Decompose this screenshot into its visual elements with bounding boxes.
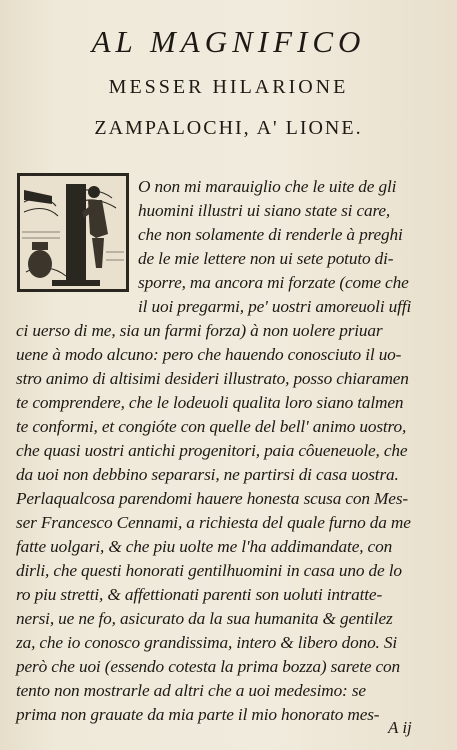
body-text-line: il uoi pregarmi, pe' uostri amoreuoli uffi: [138, 297, 412, 316]
body-text-line: dirli, che questi honorati gentilhuomini in casa uno de lo: [16, 561, 402, 580]
body-text-line: huomini illustri ui siano state si care,: [138, 201, 391, 220]
dedication-title: AL MAGNIFICO: [91, 24, 366, 59]
body-text-line: prima non grauate da mia parte il mio honorato mes-: [16, 705, 380, 724]
dedication-recipient-place: ZAMPALOCHI, A' LIONE.: [94, 117, 363, 139]
body-text-line: sporre, ma ancora mi forzate (come che: [138, 273, 409, 292]
body-text-line: Perlaqualcosa parendomi hauere honesta scusa con Mes-: [16, 489, 409, 508]
signature-mark: A ij: [388, 718, 412, 737]
body-text-line: che non solamente di renderle à preghi: [138, 225, 403, 244]
body-text-line: ci uerso di me, sia un farmi forza) à non uolere priuar: [16, 321, 383, 340]
body-text-line: O non mi marauiglio che le uite de gli: [138, 177, 397, 196]
body-text-line: za, che io conosco grandissima, intero & libero dono. Si: [16, 633, 398, 652]
body-text-line: da uoi non debbino separarsi, ne partirsi di casa uostra.: [16, 465, 399, 484]
body-text-line: de le mie lettere non ui sete potuto di-: [138, 249, 394, 268]
body-text-line: che quasi uostri antichi progenitori, paia côueneuole, che: [16, 441, 408, 460]
body-text-line: nersi, ue ne fo, asicurato da la sua humanita & gentilez: [16, 609, 393, 628]
body-text-line: ro piu stretti, & affettionati parenti son uoluti intratte-: [16, 585, 383, 604]
body-text-line: però che uoi (essendo cotesta la prima bozza) sarete con: [16, 657, 401, 676]
dedication-recipient: MESSER HILARIONE: [108, 76, 349, 98]
body-text-line: ser Francesco Cennami, a richiesta del quale furno da me: [16, 513, 411, 532]
decorated-initial-letter-image: [16, 172, 130, 293]
body-text-line: uene à modo alcuno: pero che hauendo conosciuto il uo-: [16, 345, 402, 364]
body-text-line: tento non mostrarle ad altri che a uoi medesimo: se: [16, 681, 366, 700]
body-text-line: fatte uolgari, & che piu uolte me l'ha addimandate, con: [16, 537, 393, 556]
body-text-line: te comprendere, che le lodeuoli qualita loro siano talmen: [16, 393, 404, 412]
body-text-line: stro animo di altisimi desideri illustrato, posso chiaramen: [16, 369, 409, 388]
body-text-line: te conformi, et congióte con quelle del bell' animo uostro,: [16, 417, 407, 436]
